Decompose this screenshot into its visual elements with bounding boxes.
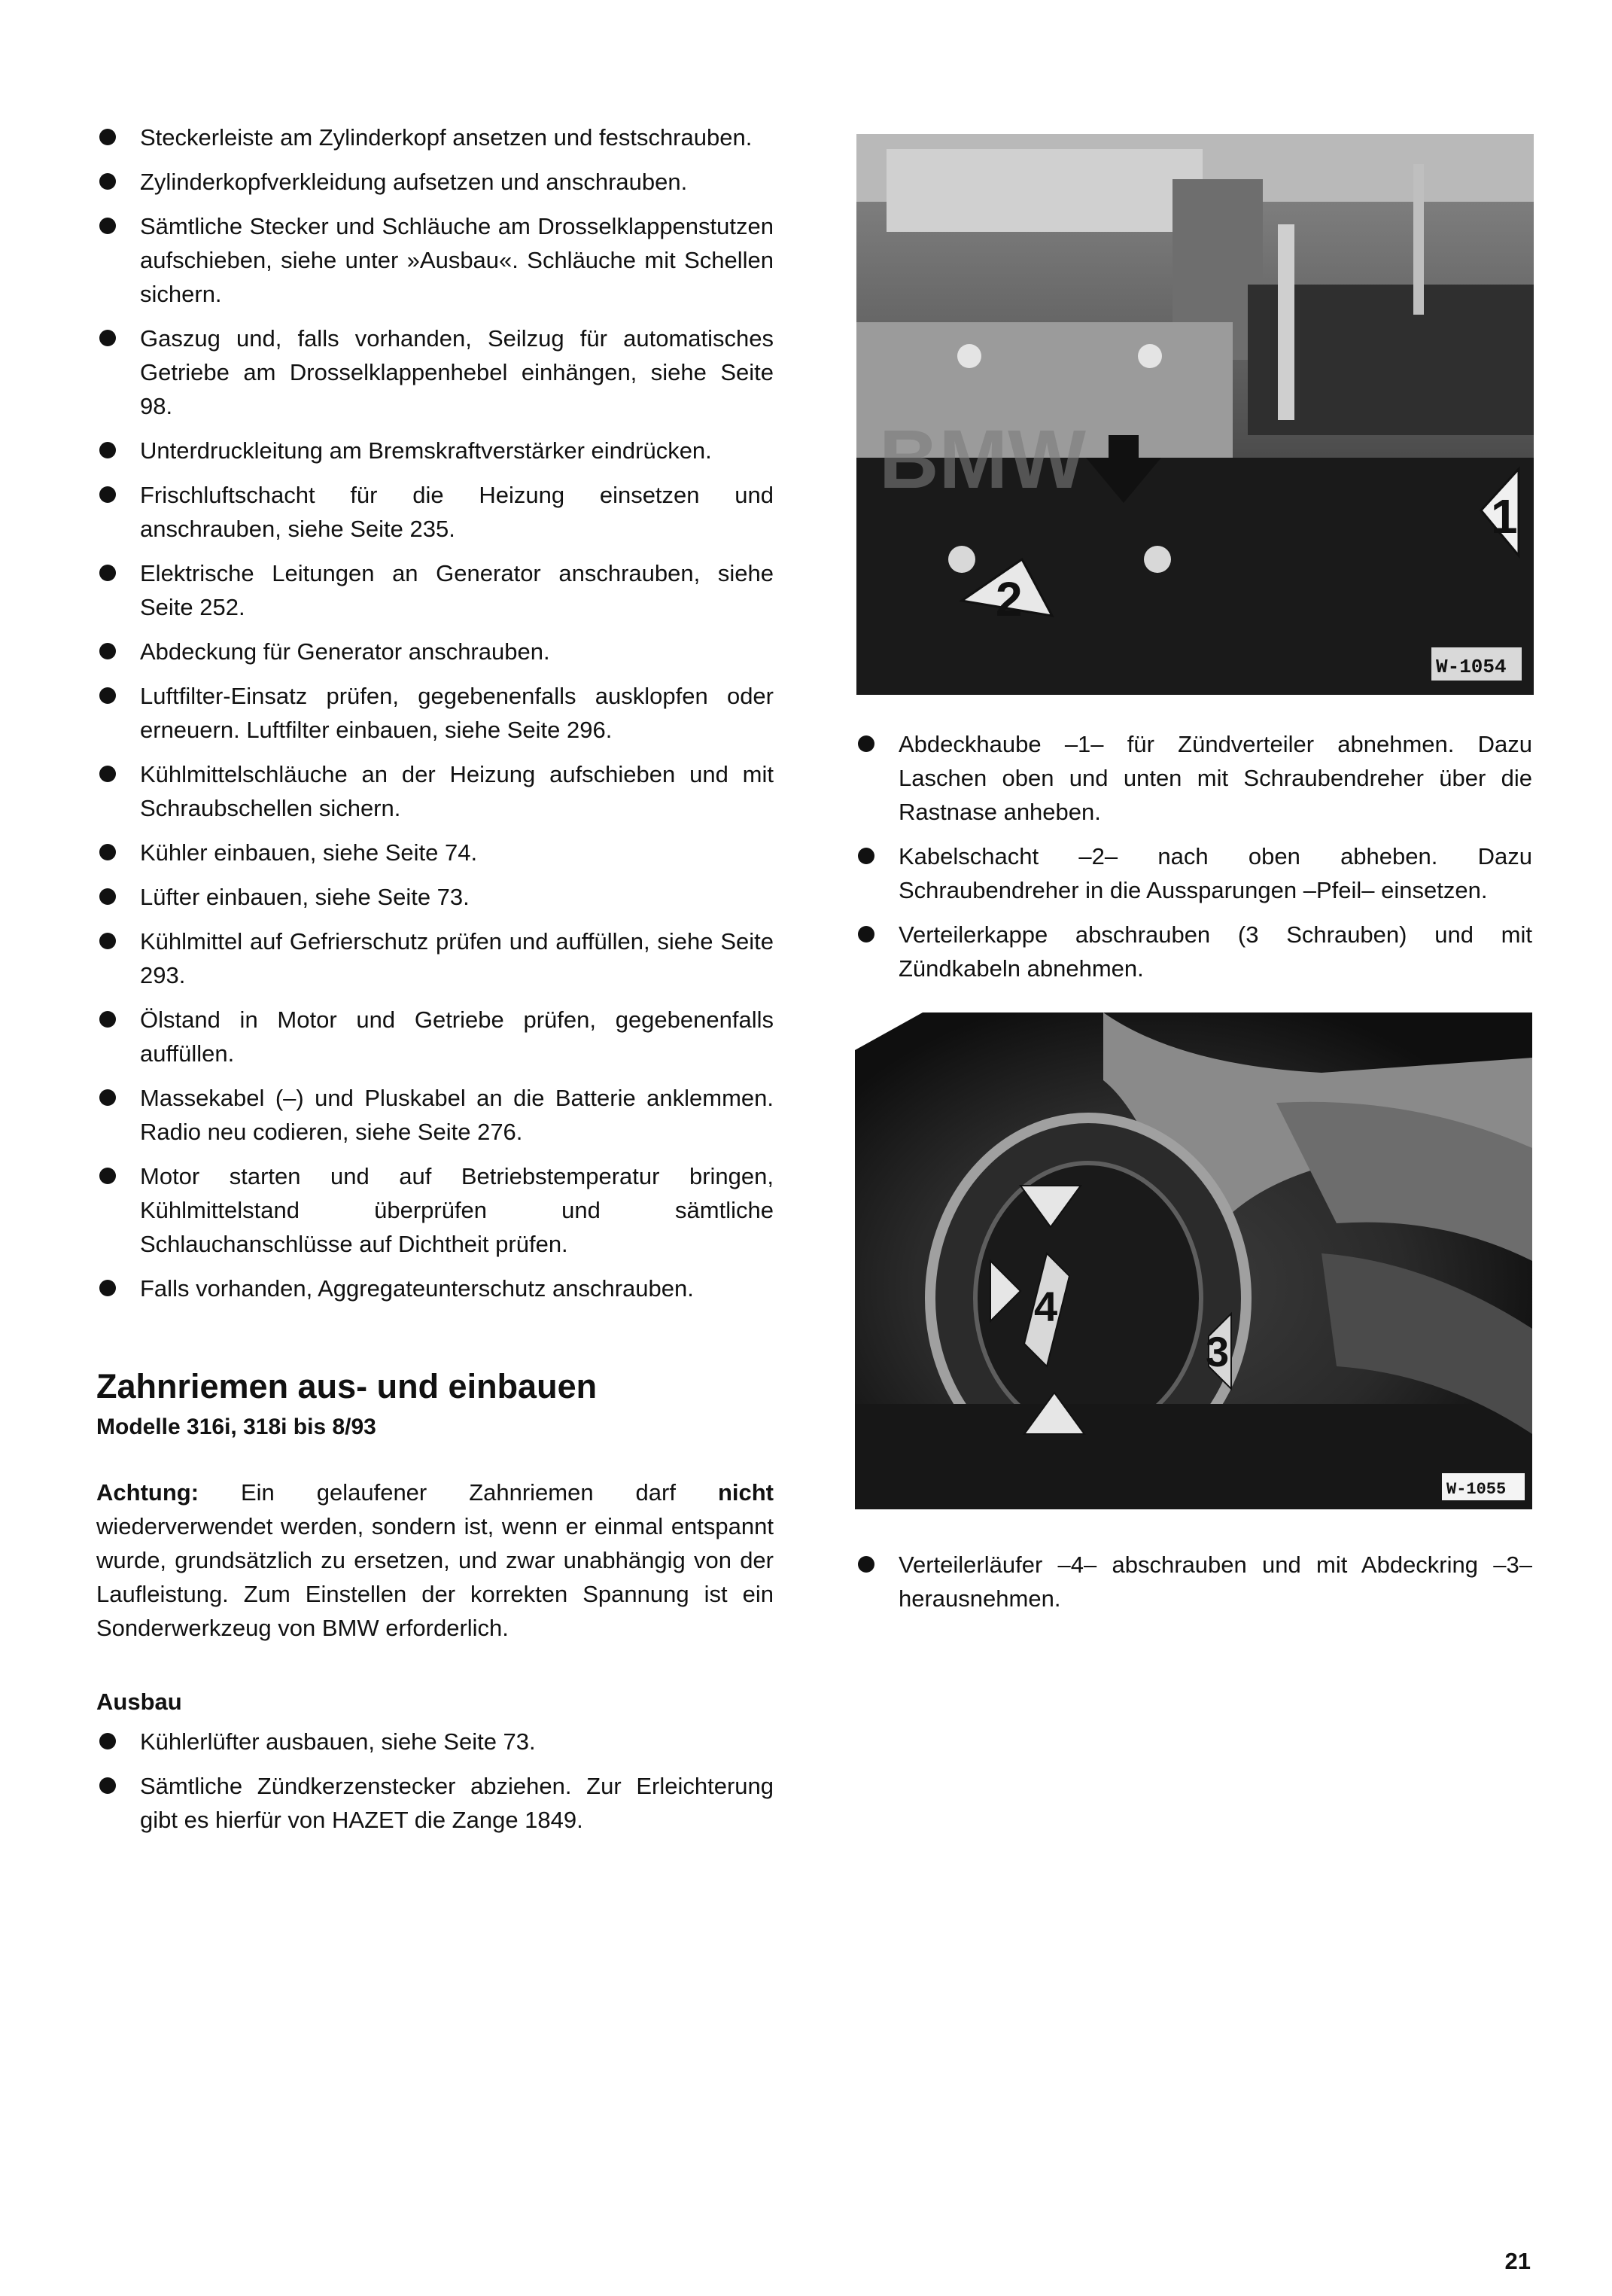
engine-photo-1-image — [856, 134, 1534, 695]
distributor-photo-2-label-3: 3 — [1206, 1328, 1230, 1375]
engine-photo-1-logo: BMW — [879, 413, 1086, 506]
warning-emphasis: nicht — [717, 1479, 774, 1506]
photo1-caption — [855, 727, 1532, 996]
distributor-photo-2-image — [855, 1012, 1532, 1509]
list-item: Sämtliche Stecker und Schläuche am Drosselklappenstutzen aufschieben, siehe unter »Ausbau«. Schläuche mit Schellen sichern. — [96, 209, 774, 311]
list-item: Kühlmittelschläuche an der Heizung aufschieben und mit Schraubschellen sichern. — [96, 757, 774, 825]
list-item: Sämtliche Zündkerzenstecker abziehen. Zur Erleichterung gibt es hierfür von HAZET die Zange 1849. — [96, 1769, 774, 1837]
photo1-steps — [855, 727, 1532, 985]
list-item: Luftfilter-Einsatz prüfen, gegebenenfalls ausklopfen oder erneuern. Luftfilter einbauen, siehe Seite 296. — [96, 679, 774, 747]
page-number: 21 — [1504, 2248, 1531, 2274]
section-header — [96, 1366, 774, 1442]
engine-photo-1-code: W-1054 — [1436, 656, 1507, 678]
warning-label: Achtung: — [96, 1479, 199, 1506]
list-item: Zylinderkopfverkleidung aufsetzen und anschrauben. — [96, 165, 774, 199]
list-item: Gaszug und, falls vorhanden, Seilzug für automatisches Getriebe am Drosselklappenhebel einhängen, siehe Seite 98. — [96, 321, 774, 423]
left-column — [96, 120, 774, 1847]
list-item: Unterdruckleitung am Bremskraftverstärker eindrücken. — [96, 434, 774, 467]
engine-photo-1-label-1: 1 — [1491, 489, 1518, 544]
distributor-photo-2-code: W-1055 — [1446, 1480, 1507, 1499]
warning-text-1: Ein gelaufener Zahnriemen darf — [240, 1479, 676, 1506]
list-item: Kabelschacht –2– nach oben abheben. Dazu Schraubendreher in die Aussparungen –Pfeil– einsetzen. — [855, 839, 1532, 907]
list-item: Ölstand in Motor und Getriebe prüfen, gegebenenfalls auffüllen. — [96, 1003, 774, 1070]
engine-photo-1 — [856, 134, 1534, 695]
list-item: Massekabel (–) und Pluskabel an die Batterie anklemmen. Radio neu codieren, siehe Seite 276. — [96, 1081, 774, 1149]
section-title: Zahnriemen aus- und einbauen — [96, 1367, 598, 1405]
list-item: Frischluftschacht für die Heizung einsetzen und anschrauben, siehe Seite 235. — [96, 478, 774, 546]
list-item: Verteilerläufer –4– abschrauben und mit Abdeckring –3– herausnehmen. — [855, 1548, 1532, 1615]
list-item: Falls vorhanden, Aggregateunterschutz anschrauben. — [96, 1271, 774, 1305]
list-item: Elektrische Leitungen an Generator anschrauben, siehe Seite 252. — [96, 556, 774, 624]
list-item: Abdeckung für Generator anschrauben. — [96, 635, 774, 668]
distributor-photo-2 — [855, 1012, 1532, 1509]
list-item: Motor starten und auf Betriebstemperatur bringen, Kühlmittelstand überprüfen und sämtliche Schlauchanschlüsse auf Dichtheit prüfen. — [96, 1159, 774, 1261]
list-item: Steckerleiste am Zylinderkopf ansetzen und festschrauben. — [96, 120, 774, 154]
list-item: Kühler einbauen, siehe Seite 74. — [96, 836, 774, 869]
ausbau-steps — [96, 1725, 774, 1837]
list-item: Abdeckhaube –1– für Zündverteiler abnehmen. Dazu Laschen oben und unten mit Schraubendreher über die Rastnase anheben. — [855, 727, 1532, 829]
ausbau-heading: Ausbau — [96, 1689, 182, 1715]
section-subtitle: Modelle 316i, 318i bis 8/93 — [96, 1414, 376, 1439]
engine-photo-1-label-2: 2 — [996, 572, 1023, 626]
list-item: Lüfter einbauen, siehe Seite 73. — [96, 880, 774, 914]
photo2-steps — [855, 1548, 1532, 1615]
reassembly-steps — [96, 120, 774, 1305]
list-item: Kühlerlüfter ausbauen, siehe Seite 73. — [96, 1725, 774, 1759]
warning-text-2: wiederverwendet werden, sondern ist, wenn er einmal entspannt wurde, grundsätzlich zu ersetzen, und zwar unabhängig von der Laufleistung. Zum Einstellen der korrekten Spannung ist ein Sonderwerkzeug von BMW erforderlich. — [96, 1513, 774, 1641]
photo2-caption — [855, 1548, 1532, 1626]
warning-paragraph — [96, 1475, 774, 1645]
list-item: Kühlmittel auf Gefrierschutz prüfen und auffüllen, siehe Seite 293. — [96, 924, 774, 992]
distributor-photo-2-label-4: 4 — [1034, 1283, 1058, 1330]
list-item: Verteilerkappe abschrauben (3 Schrauben) und mit Zündkabeln abnehmen. — [855, 918, 1532, 985]
